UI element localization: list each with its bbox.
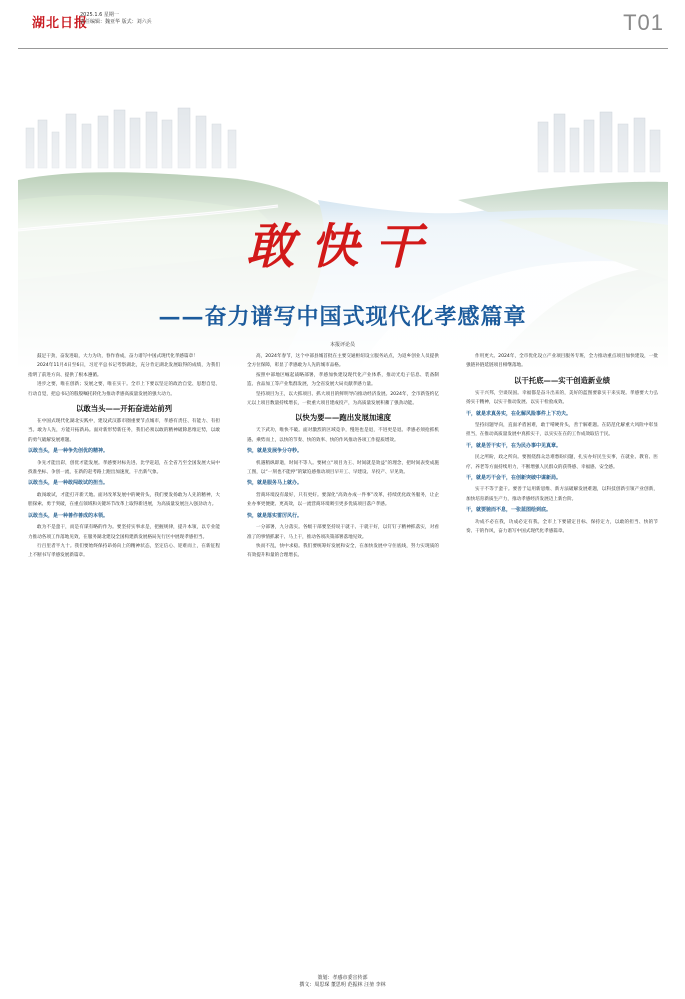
section-heading: 以干托底——实干创造新业绩 bbox=[513, 375, 611, 385]
sub-heading: 干，就是巧干会干，在创新突破中谋新局。 bbox=[466, 475, 562, 482]
page-number: T01 bbox=[623, 10, 664, 35]
masthead bbox=[18, 8, 668, 48]
paragraph: 实干不等于蛮干。要善于运用新思维、新方法破解发展难题，以科技创新引领产业创新，加快培育新质生产力，推动孝感经济发展迈上新台阶。 bbox=[466, 487, 658, 502]
paragraph: 敢闯敢试，才能打开新天地。面对改革发展中的硬骨头，我们要发扬敢为人先的精神，大胆探索、勇于突破，在重点领域和关键环节改革上取得新进展，为高质量发展注入强劲动力。 bbox=[28, 492, 220, 508]
sub-heading: 干，就是求真务实，在化解风险事件上下功夫。 bbox=[466, 410, 572, 417]
paragraph: 鼓足干劲，奋发进取，大力为功，春作春成，奋力谱写中国式现代化孝感篇章！ bbox=[37, 354, 198, 359]
masthead-rule bbox=[18, 48, 668, 49]
editor-credit: 责任编辑：魏亚华 版式：刘六兵 bbox=[80, 19, 152, 25]
newspaper-logo: 湖北日报 bbox=[32, 16, 89, 31]
article-body bbox=[28, 352, 658, 970]
paragraph: 民之所盼，政之所向。要围绕群众急难愁盼问题，扎实办好民生实事，在就业、教育、医疗、养老等方面持续用力，不断增强人民群众的获得感、幸福感、安全感。 bbox=[466, 455, 658, 470]
paragraph: 坚持项目为王，以大抓项目、抓大项目的鲜明导向推动经济发展。2024年，全市新签约亿元以上项目数量持续增长，一批重大项目建成投产，为高质量发展积蓄了强劲动能。 bbox=[247, 391, 439, 407]
article-column-2 bbox=[247, 352, 439, 970]
paragraph: 一分部署，九分落实。各级干部要坚持说干就干、干就干好，以钉钉子精神抓落实，对看准了的事情抓紧干、马上干，推动各项决策部署落地见效。 bbox=[247, 525, 439, 540]
paragraph: 行百里者半九十。我们要始终保持昂扬向上的精神状态，坚定信心、迎难而上，在新征程上不断书写孝感发展新篇章。 bbox=[28, 543, 220, 559]
paragraph: 功成不必在我，功成必定有我。全市上下要锚定目标、保持定力，以敢的担当、快的节奏、干的作风，奋力谱写中国式现代化孝感篇章。 bbox=[466, 519, 658, 535]
sub-heading: 以敢当头，是一种敢闯敢试的担当。 bbox=[28, 480, 109, 487]
writers-credit: 撰文：周思琛 董思明 范振林 汪堃 李林 bbox=[299, 982, 386, 988]
section-heading: 以敢当头——开拓奋进站前列 bbox=[75, 404, 173, 414]
paragraph: 坚持问题导向，直面矛盾困难，敢于啃硬骨头，善于解难题。在防范化解重大风险中彰显担当，在推动高质量发展中真抓实干，以实实在在的工作成效取信于民。 bbox=[466, 423, 658, 438]
article-column-3 bbox=[466, 352, 658, 970]
paragraph: 敢为不是蛮干，而是有谋有略的作为。要坚持实事求是，把握规律，提升本领，以专业能力推动各项工作落地见效，在服务湖北建设全国构建新发展格局先行区中展现孝感担当。 bbox=[28, 525, 220, 540]
sub-heading: 以敢当头，是一种争先创优的精神。 bbox=[28, 448, 109, 455]
paragraph: 实干兴邦，空谈误国。幸福都是奋斗出来的，美好的蓝图要靠实干来实现。孝感要大力弘扬实干精神，以实干推动发展、以实干检验成效。 bbox=[466, 390, 658, 406]
paragraph: 在中国式现代化湖北实践中，建设武汉都市圈重要节点城市，孝感有责任、有能力、有担当。敢为人先，方能开拓新局。面对新形势新任务，我们必须以敢的精神破除思维定势，以敢的勇气破解发展难题。 bbox=[28, 419, 220, 443]
paragraph: 进步之要，唯在创新；发展之要，唯在实干。全市上下要以坚定的政治自觉、思想自觉、行动自觉，把总书记的殷殷嘱托转化为推动孝感高质量发展的强大动力。 bbox=[28, 382, 220, 397]
sub-heading: 快，就是发展争分夺秒。 bbox=[247, 448, 303, 455]
slogan-title: 敢快干 bbox=[246, 219, 439, 275]
sub-heading: 干，就要驰而不息，一张蓝图绘到底。 bbox=[466, 507, 552, 514]
paragraph: 营商环境没有最好，只有更好。要深化“高效办成一件事”改革，持续优化政务服务，让企业办事更便捷、更高效，以一流营商环境吸引更多优质项目落户孝感。 bbox=[247, 492, 439, 508]
paragraph: 按照中部地区崛起战略部署，孝感加快建设现代化产业体系，推动光电子信息、装备制造、食品加工等产业集群发展，为全省发展大局贡献孝感力量。 bbox=[247, 372, 439, 388]
paragraph: 快而不乱，快中求稳。我们要统筹好发展和安全，在加快发展中守住底线，努力实现质的有效提升和量的合理增长。 bbox=[247, 543, 439, 559]
sub-heading: 快，就是服务马上就办。 bbox=[247, 480, 303, 487]
paragraph: 作用更大。2024年，全市优化设立产业项目服务专班，全力推动重点项目加快建设，一批强链补链延链项目相继落地。 bbox=[466, 354, 658, 369]
paragraph: 2024年11月4日至6日，习近平总书记考察湖北，充分肯定湖北发展取得的成绩，为我们指明了前进方向、提供了根本遵循。 bbox=[28, 363, 220, 378]
sub-heading: 快，就是落实雷厉风行。 bbox=[247, 512, 303, 519]
masthead-meta bbox=[80, 12, 152, 26]
paragraph: 天下武功，唯快不破。面对激烈的区域竞争，慢进也是退，不进更是退。孝感必须抢抓机遇、乘势而上，以快的节奏、快的效率、快的作风推动各项工作提质增效。 bbox=[247, 428, 439, 443]
byline: 本报评论员 bbox=[329, 342, 355, 348]
section-heading: 以快为要——跑出发展加速度 bbox=[294, 413, 392, 423]
paragraph: 高，2024年春节，这个中部县城首批在主要交通枢纽设立服务站点，为返乡创业人员提供全方位保障，彰显了孝感敢为人先的城市品格。 bbox=[247, 354, 439, 369]
paragraph: 争先才能出彩，创优才能发展。孝感要对标先进、比学赶超，在全省乃至全国发展大局中找准坐标、争创一流，在新的赶考路上跑出加速度，干出新气象。 bbox=[28, 460, 220, 476]
main-headline: ——奋力谱写中国式现代化孝感篇章 bbox=[158, 304, 527, 330]
issue-date: 2025.1.6 星期一 bbox=[80, 12, 119, 18]
credits-footer bbox=[0, 975, 685, 989]
article-column-1 bbox=[28, 352, 220, 970]
sub-heading: 以敢当头，是一种善作善成的本领。 bbox=[28, 512, 109, 519]
planning-credit: 策划：孝感市委宣传部 bbox=[317, 975, 368, 981]
paragraph: 机遇稍纵即逝，时间不等人。要树立“项目为王、时间就是效益”的理念，把时间表变成施工图，以“一刻也不能停”的紧迫感推动项目早开工、早建设、早投产、早见效。 bbox=[247, 460, 439, 476]
sub-heading: 干，就是苦干实干，在为民办事中见真章。 bbox=[466, 442, 562, 449]
